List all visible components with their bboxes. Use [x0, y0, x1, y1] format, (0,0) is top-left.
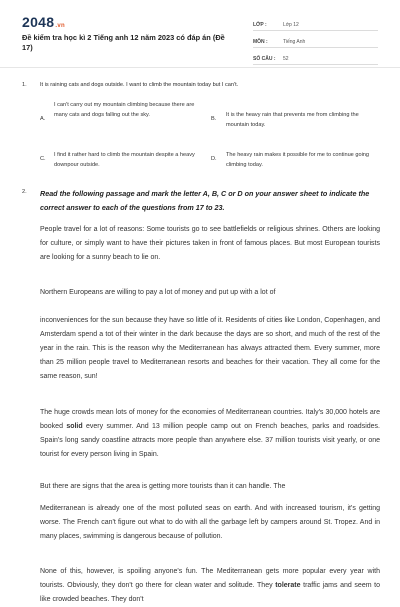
paragraph-text: None of this, however, is spoiling anyone's fun. The Mediterranean gets more popular every year with tourists. Obviously, they don't go there for clean water and solitude. They	[40, 568, 380, 589]
passage-paragraph-3	[40, 406, 380, 462]
meta-row-count	[253, 51, 378, 65]
question-number: 1.	[22, 82, 27, 88]
logo-domain-text: .vn	[55, 23, 65, 29]
site-logo[interactable]	[22, 14, 65, 30]
meta-value: Tiếng Anh	[283, 39, 306, 45]
question-number: 2.	[22, 189, 27, 195]
highlighted-word: tolerate	[275, 582, 301, 589]
option-letter-b[interactable]: B.	[211, 116, 217, 122]
logo-main-text: 2048	[22, 14, 55, 30]
meta-key: LỚP :	[253, 22, 267, 28]
option-letter-d[interactable]: D.	[211, 156, 217, 162]
option-text-a[interactable]: I can't carry out my mountain climbing because there are many cats and dogs falling out the sky.	[54, 102, 195, 118]
paragraph-text: every summer. And 13 million people camp out on French beaches, parks and roadsides. Spain's long sandy coastline attracts more people than anywhere else. 37 million tourists visit yearly, or one tourist for every person living in Spain.	[40, 423, 380, 458]
paragraph-text: The huge crowds mean lots of money for the economies of Mediterranean countries. Italy's 30,000 hotels are booked	[40, 409, 380, 430]
meta-key: SỐ CÂU :	[253, 56, 276, 62]
passage-paragraph-2-start: Northern Europeans are willing to pay a lot of money and put up with a lot of	[40, 289, 276, 296]
header-divider	[0, 67, 400, 68]
option-letter-c[interactable]: C.	[40, 156, 46, 162]
question-instruction: Read the following passage and mark the letter A, B, C or D on your answer sheet to indicate the correct answer to each of the questions from 17 to 23.	[40, 189, 370, 212]
meta-row-class	[253, 17, 378, 31]
passage-paragraph-4: But there are signs that the area is getting more tourists than it can handle. The	[40, 483, 286, 490]
meta-row-subject	[253, 34, 378, 48]
option-text-d[interactable]: The heavy rain makes it possible for me to continue going climbing today.	[226, 152, 370, 168]
passage-paragraph-1: People travel for a lot of reasons: Some tourists go to see battlefields or religious shrines. Others are looking for culture, or simply want to have their pictures taken in front of famous places. But most European tourists are looking for a sunny beach to lie on.	[40, 226, 380, 261]
paragraph-text: traffic jams and seem to like crowded beaches. They don't	[40, 582, 380, 603]
document-title: Đề kiểm tra học kì 2 Tiếng anh 12 năm 2023 có đáp án (Đề 17)	[22, 33, 225, 52]
option-text-b[interactable]: It is the heavy rain that prevents me from climbing the mountain today.	[226, 112, 359, 128]
page-header	[0, 0, 400, 62]
passage-paragraph-2-continued: inconveniences for the sun because they have so little of it. Residents of cities like London, Copenhagen, and Amsterdam spend a tot of their winter in the dark because the days are so short, and much of the rest of the year in the rain. This is the reason why the Mediterranean has always attracted them. Every summer, more than 25 million people travel to Mediterranean resorts and beaches for their vacation. They all come for the same reason, sun!	[40, 317, 380, 380]
passage-paragraph-5: Mediterranean is already one of the most polluted seas on earth. And with increased tourism, it's getting worse. The French can't figure out what to do with all the garbage left by campers around St. Tropez. And in many places, swimming is dangerous because of pollution.	[40, 505, 380, 540]
passage-paragraph-6	[40, 565, 380, 607]
meta-value: 52	[283, 56, 289, 62]
highlighted-word: solid	[66, 423, 83, 430]
option-letter-a[interactable]: A.	[40, 116, 46, 122]
meta-key: MÔN :	[253, 39, 268, 45]
document-meta	[253, 17, 378, 68]
meta-value: Lớp 12	[283, 22, 299, 28]
option-text-c[interactable]: I find it rather hard to climb the mountain despite a heavy downpour outside.	[54, 152, 195, 168]
question-stem: It is raining cats and dogs outside. I want to climb the mountain today but I can't.	[40, 82, 239, 88]
